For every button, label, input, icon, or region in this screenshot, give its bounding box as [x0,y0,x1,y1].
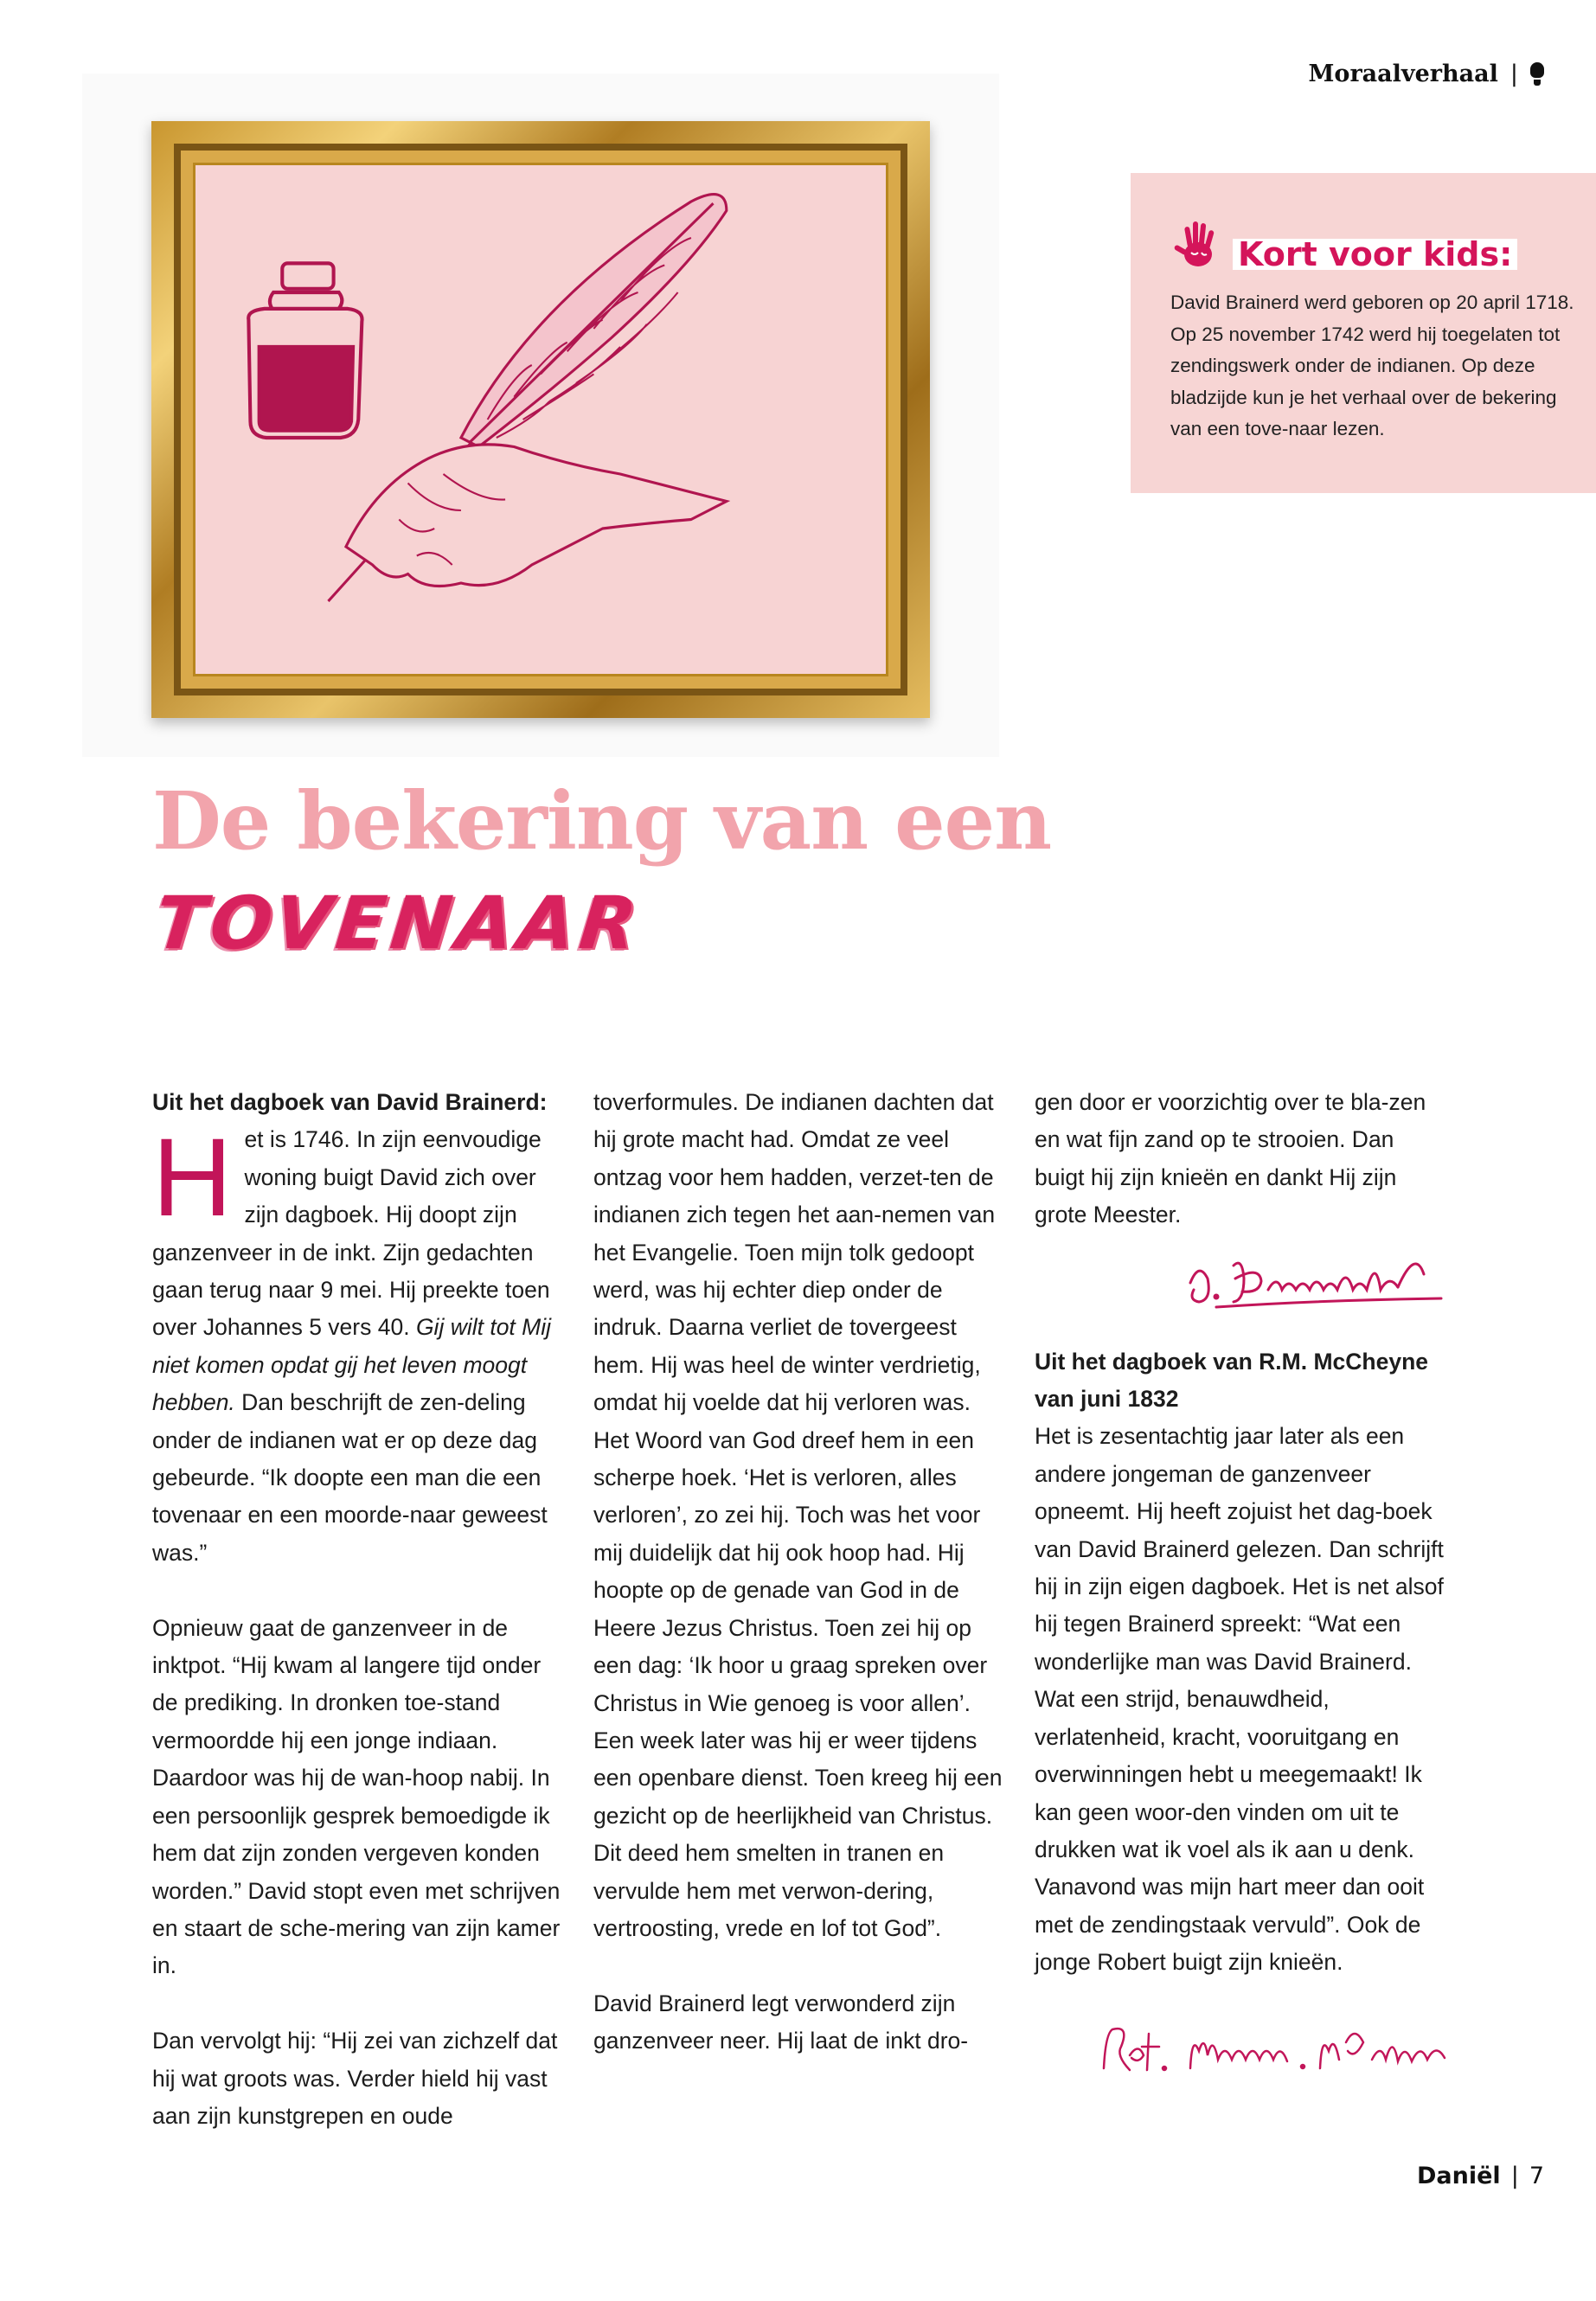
kids-box-title: Kort voor kids: [1233,239,1517,270]
column1-paragraph-2: Opnieuw gaat de ganzenveer in de inktpot. “Hij kwam al langere tijd onder de prediking. In dronken toe-stand vermoordde hij een jonge indiaan. Daardoor was hij de wan-hoop nabij. In een persoonlijk gesprek bemoedigde ik hem dat zijn zonden vergeven konden worden.” David stopt even met schrijven en staart de sche-mering van zijn kamer in. [152,1614,561,1979]
writing-hand-icon [346,445,727,586]
bible-quote: Gij wilt tot Mij niet komen opdat gij het leven moogt hebben. [152,1314,552,1416]
brainerd-signature [1182,1240,1450,1317]
ink-bottle-icon [248,263,362,438]
page-number: 7 [1529,2163,1544,2189]
column1-paragraph-3: Dan vervolgt hij: “Hij zei van zichzelf dat hij wat groots was. Verder hield hij vast aan zijn kunstgrepen en oude [152,2028,558,2129]
column1-paragraph-1 [152,1116,567,1572]
section-label: Moraalverhaal [1308,61,1498,87]
header-separator: | [1509,61,1518,87]
framed-illustration [82,74,999,757]
column2-paragraph-2: Een week later was hij er weer tijdens een openbare dienst. Toen kreeg hij een gezicht op de heerlijkheid van Christus. Dit deed hem smelten in tranen en vervulde hem met verwon-dering, vertroosting, vrede en lof tot God”. [593,1727,1003,1941]
column1-subhead: Uit het dagboek van David Brainerd: [152,1089,548,1115]
magazine-name: Daniël [1417,2163,1501,2189]
column3-paragraph-1: gen door er voorzichtig over te bla-zen en wat fijn zand op te strooien. Dan buigt hij zijn knieën en dankt Hij zijn grote Meester. [1035,1089,1426,1228]
handprint-icon [1169,218,1226,275]
page-footer [1417,2163,1544,2189]
column1-p1-end: Dan beschrijft de zen-deling onder de indianen wat er op deze dag gebeurde. “Ik doopte een man die een tovenaar en een moorde-naar geweest was.” [152,1389,548,1566]
running-head [1309,61,1544,87]
quill-and-ink-drawing [193,163,888,676]
gold-frame [151,121,930,718]
headline-line-1: De bekering van een [152,774,1052,868]
column3-paragraph-2: Het is zesentachtig jaar later als een andere jongeman de ganzenveer opneemt. Hij heeft zojuist het dag-boek van David Brainerd gelezen. Dan schrijft hij in zijn eigen dagboek. Het is net alsof hij tegen Brainerd spreekt: “Wat een wonderlijke man was David Brainerd. Wat een strijd, benauwdheid, verlatenheid, kracht, vooruitgang en overwinningen hebt u meegemaakt! Ik kan geen woor-den vinden om uit te drukken wat ik voel als ik aan u denk. Vanavond was mijn hart meer dan ooit met de zendingstaak vervuld”. Ook de jonge Robert buigt zijn knieën. [1035,1423,1444,1976]
article-column-3 [1035,1084,1450,2086]
mccheyne-signature [1095,2008,1458,2086]
drop-cap: H [152,1116,233,1240]
footer-separator: | [1510,2163,1519,2189]
column2-paragraph-3: David Brainerd legt verwonderd zijn ganzenveer neer. Hij laat de inkt dro- [593,1990,969,2054]
headline-line-2: TOVENAAR [151,881,646,965]
column3-subhead: Uit het dagboek van R.M. McCheyne van juni 1832 [1035,1348,1428,1413]
kids-box-text: David Brainerd werd geboren op 20 april 1718. Op 25 november 1742 werd hij toegelaten tot zendingswerk onder de indianen. Op deze bladzijde kun je het verhaal over de bekering van een tove-naar lezen. [1170,292,1574,439]
column1-p1-text: et is 1746. In zijn eenvoudige woning buigt David zich over zijn dagboek. Hij doopt zijn ganzenveer in de inkt. Zijn gedachten gaan terug naar 9 mei. Hij preekte toen over Johannes 5 vers 40. [152,1126,550,1341]
article-column-1 [152,1084,567,2135]
article-column-2 [593,1084,1009,2061]
lightbulb-icon [1530,62,1544,87]
kids-summary-box [1131,173,1596,493]
column2-paragraph-1: toverformules. De indianen dachten dat hij grote macht had. Omdat ze veel ontzag voor hem hadden, verzet-ten de indianen zich tegen het aan-nemen van het Evangelie. Toen mijn tolk gedoopt werd, was hij echter diep onder de indruk. Daarna verliet de tovergeest hem. Hij was heel de winter verdrietig, omdat hij voelde dat hij verloren was. Het Woord van God dreef hem in een scherpe hoek. ‘Het is verloren, alles verloren’, zo zei hij. Toch was het voor mij duidelijk dat hij ook hoop had. Hij hoopte op de genade van God in de Heere Jezus Christus. Toen zei hij op een dag: ‘Ik hoor u graag spreken over Christus in Wie genoeg is voor allen’. [593,1089,996,1716]
